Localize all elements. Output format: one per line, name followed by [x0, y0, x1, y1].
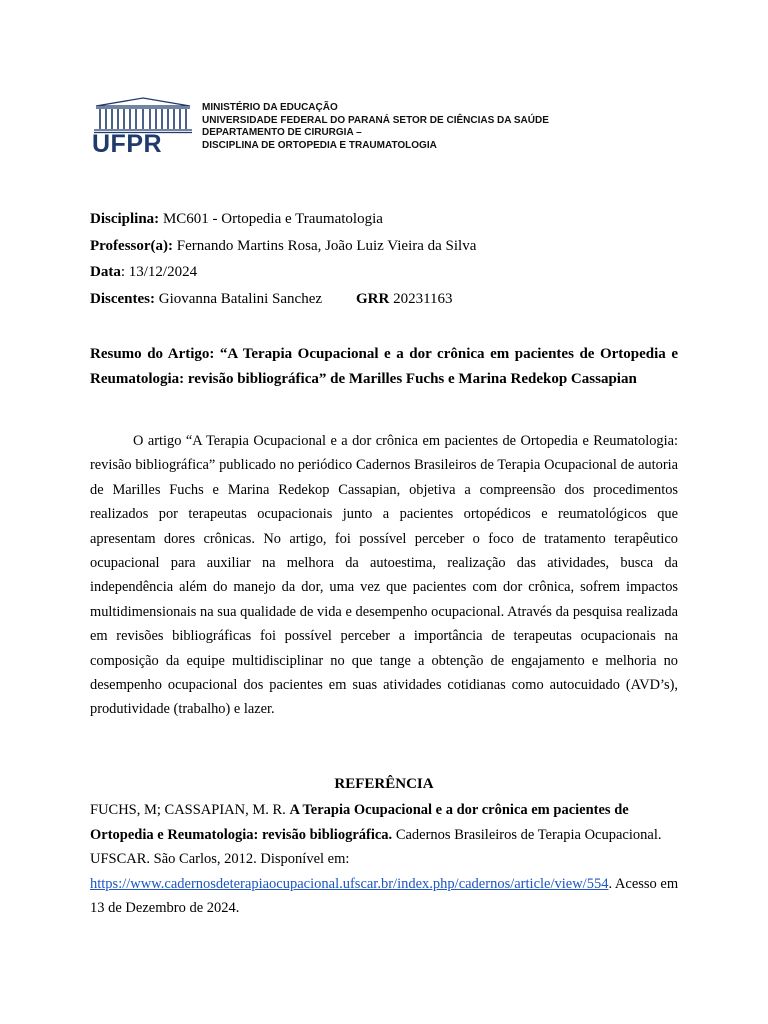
- university-building-icon: [92, 96, 194, 134]
- info-block: [90, 206, 476, 312]
- discentes-row: [90, 286, 476, 313]
- reference-heading: REFERÊNCIA: [334, 776, 434, 792]
- reference-entry: [90, 798, 680, 921]
- data-row: [90, 259, 476, 286]
- professor-label: Professor(a):: [90, 237, 174, 254]
- discentes-label: Discentes:: [90, 290, 155, 307]
- institution-lines: [202, 102, 549, 152]
- discentes-value: Giovanna Batalini Sanchez: [154, 290, 323, 307]
- grr-value: 20231163: [389, 290, 453, 307]
- data-value: : 13/12/2024: [120, 264, 198, 280]
- professor-value: Fernando Martins Rosa, João Luiz Vieira da Silva: [173, 237, 477, 254]
- reference-authors: FUCHS, M; CASSAPIAN, M. R.: [90, 802, 290, 818]
- summary-paragraph: O artigo “A Terapia Ocupacional e a dor crônica em pacientes de Ortopedia e Reumatologia: revisão bibliográfica” publicado no periódico Cadernos Brasileiros de Terapia Ocupacional de autoria de Marilles Fuchs e Marina Redekop Cassapian, objetiva a compreensão dos procedimentos realizados por terapeutas ocupacionais junto a pacientes ortopédicos e reumatológicos que apresentam dores crônicas. No artigo, foi possível perceber o foco de tratamento terapêutico ocupacional para auxiliar na melhora da autoestima, realização das atividades, busca da independência além do manejo da dor, uma vez que pacientes com dor crônica, sofrem impactos multidimensionais na sua qualidade de vida e desempenho ocupacional. Através da pesquisa realizada em revisões bibliográficas foi possível perceber a importância de terapeutas ocupacionais na composição da equipe multidisciplinar no que tange a obtenção de engajamento e melhoria no desempenho ocupacional dos pacientes em suas atividades cotidianas como autocuidado (AVD’s), produtividade (trabalho) e lazer.: [90, 433, 678, 718]
- disciplina-label: Disciplina:: [90, 211, 160, 227]
- data-label: Data: [90, 264, 121, 280]
- reference-title: A Terapia Ocupacional e a dor crônica em pacientes de Ortopedia e Reumatologia: revisão bibliográfica.: [90, 802, 629, 843]
- grr-label: GRR: [356, 290, 390, 307]
- university-line: UNIVERSIDADE FEDERAL DO PARANÁ SETOR DE CIÊNCIAS DA SAÚDE: [202, 114, 549, 126]
- department-line: DEPARTAMENTO DE CIRURGIA –: [202, 127, 362, 138]
- disciplina-row: [90, 206, 476, 233]
- discipline-line: DISCIPLINA DE ORTOPEDIA E TRAUMATOLOGIA: [202, 139, 437, 151]
- ufpr-logo: [92, 96, 194, 158]
- summary-title: Resumo do Artigo: “A Terapia Ocupacional e a dor crônica em pacientes de Ortopedia e Reumatologia: revisão bibliográfica” de Marilles Fuchs e Marina Redekop Cassapian: [90, 346, 678, 387]
- letterhead: [92, 96, 549, 160]
- ministry-line: MINISTÉRIO DA EDUCAÇÃO: [202, 102, 338, 113]
- reference-accessed: . Acesso em 13 de Dezembro de 2024.: [90, 875, 679, 916]
- disciplina-value: MC601 - Ortopedia e Traumatologia: [159, 211, 383, 227]
- ufpr-logo-text: UFPR: [92, 130, 163, 158]
- reference-details: Cadernos Brasileiros de Terapia Ocupacional. UFSCAR. São Carlos, 2012. Disponível em:: [90, 826, 662, 867]
- reference-link[interactable]: https://www.cadernosdeterapiaocupacional.ufscar.br/index.php/cadernos/article/view/554: [90, 875, 609, 892]
- professor-row: [90, 233, 476, 260]
